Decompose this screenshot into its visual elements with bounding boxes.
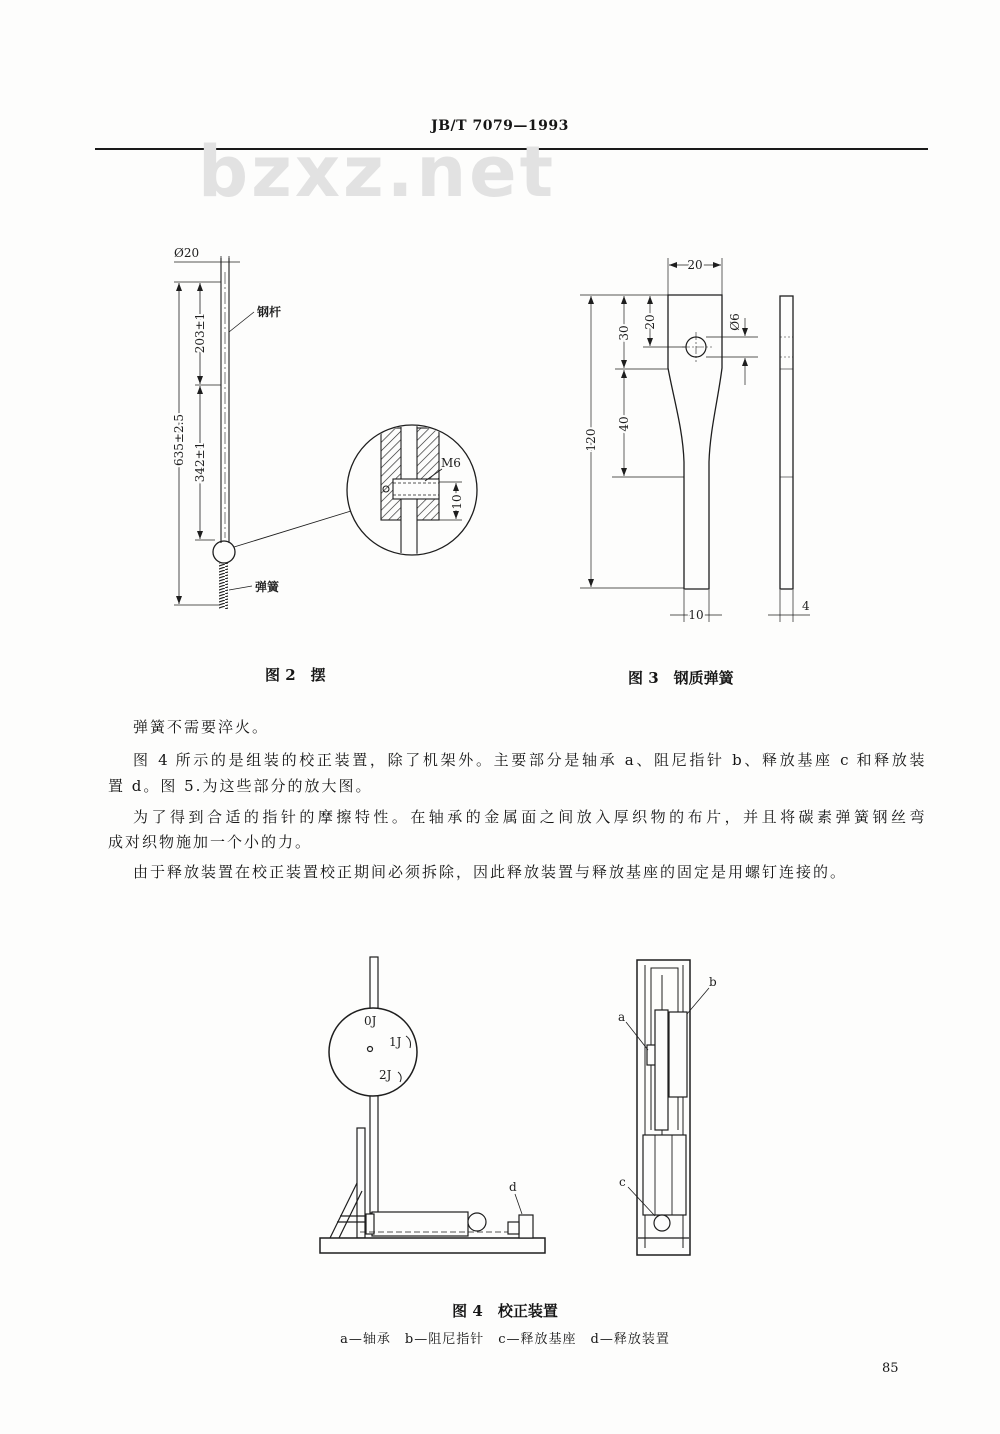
label-d-leader [515, 1194, 522, 1214]
release-base [654, 1215, 670, 1231]
depth-label: 10 [450, 494, 464, 510]
paragraph-1-line-1: 弹簧不需要淬火。 [133, 718, 270, 736]
release-ball [468, 1213, 486, 1231]
label-c: c [619, 1175, 626, 1189]
damping-pointer-arm [669, 1012, 687, 1097]
thread-label: M6 [441, 456, 461, 470]
release-device-block [519, 1215, 533, 1238]
paragraph-3-line-2: 成对织物施加一个小的力。 [108, 833, 313, 851]
paragraph-3-line-1: 为了得到合适的指针的摩擦特性。在轴承的金属面之间放入厚织物的布片，并且将碳素弹簧钢丝弯 [133, 808, 925, 826]
standard-number: JB/T 7079—1993 [431, 118, 569, 134]
spring [219, 563, 228, 609]
magnified-detail [347, 410, 477, 570]
figure-4-calibration-device-front [626, 960, 709, 1255]
top-width-label: 20 [687, 258, 703, 272]
detail-marker-circle [213, 541, 235, 563]
lower-length-label: 342±1 [193, 441, 207, 483]
figure-3-steel-spring [580, 258, 810, 622]
spring-front-view [668, 295, 722, 589]
hole-offset-label: 20 [643, 314, 657, 330]
spring-leader [229, 586, 252, 590]
steel-rod [221, 258, 229, 543]
figure-3-caption: 图 3 钢质弹簧 [628, 669, 734, 687]
label-b: b [709, 975, 717, 989]
paragraph-2-line-1: 图 4 所示的是组装的校正装置，除了机架外。主要部分是轴承 a、阻尼指针 b、释放基座 c 和释放装 [133, 751, 925, 769]
page-number: 85 [882, 1361, 899, 1376]
upper-length-label: 203±1 [193, 312, 207, 354]
diameter-label: Ø20 [174, 246, 200, 260]
spring-label: 弹簧 [255, 580, 280, 594]
hole-diameter-label: Ø6 [728, 313, 742, 331]
rod-leader [229, 312, 254, 332]
cylinder-cap [366, 1214, 374, 1234]
figure-4-calibration-device-side [320, 957, 545, 1253]
figure-2-caption: 图 2 摆 [265, 666, 326, 684]
spring-side-view [780, 296, 793, 589]
figure-4-caption: 图 4 校正装置 [452, 1302, 558, 1320]
scale-mark-2j: 2J [379, 1068, 392, 1082]
taper-section-label: 40 [617, 416, 631, 432]
upper-section-label: 30 [617, 325, 631, 341]
paragraph-2-line-2: 置 d。图 5.为这些部分的放大图。 [108, 777, 373, 795]
label-d: d [509, 1180, 517, 1194]
frame-base [320, 1238, 545, 1253]
rod-label: 钢杆 [257, 305, 282, 319]
fig3-extension-lines [580, 258, 793, 622]
lower-housing [643, 1135, 686, 1215]
scale-mark-1j: 1J [389, 1035, 402, 1049]
release-base-cylinder [372, 1212, 468, 1236]
watermark: bzxz.net [198, 131, 557, 213]
figure-4-legend: a—轴承 b—阻尼指针 c—释放基座 d—释放装置 [340, 1332, 670, 1347]
detail-leader [234, 511, 351, 547]
thickness-label: 4 [802, 599, 810, 613]
figure-2-pendulum [172, 246, 477, 609]
damping-pointer [655, 1010, 668, 1130]
paragraph-4-line-1: 由于释放装置在校正装置校正期间必须拆除，因此释放装置与释放基座的固定是用螺钉连接的。 [133, 863, 848, 881]
bottom-width-label: 10 [688, 608, 704, 622]
release-device-knob [508, 1222, 519, 1234]
scale-mark-0j: 0J [364, 1014, 377, 1028]
total-length-label: 635±2.5 [172, 413, 186, 467]
label-a: a [618, 1010, 626, 1024]
total-length-label: 120 [584, 428, 598, 452]
